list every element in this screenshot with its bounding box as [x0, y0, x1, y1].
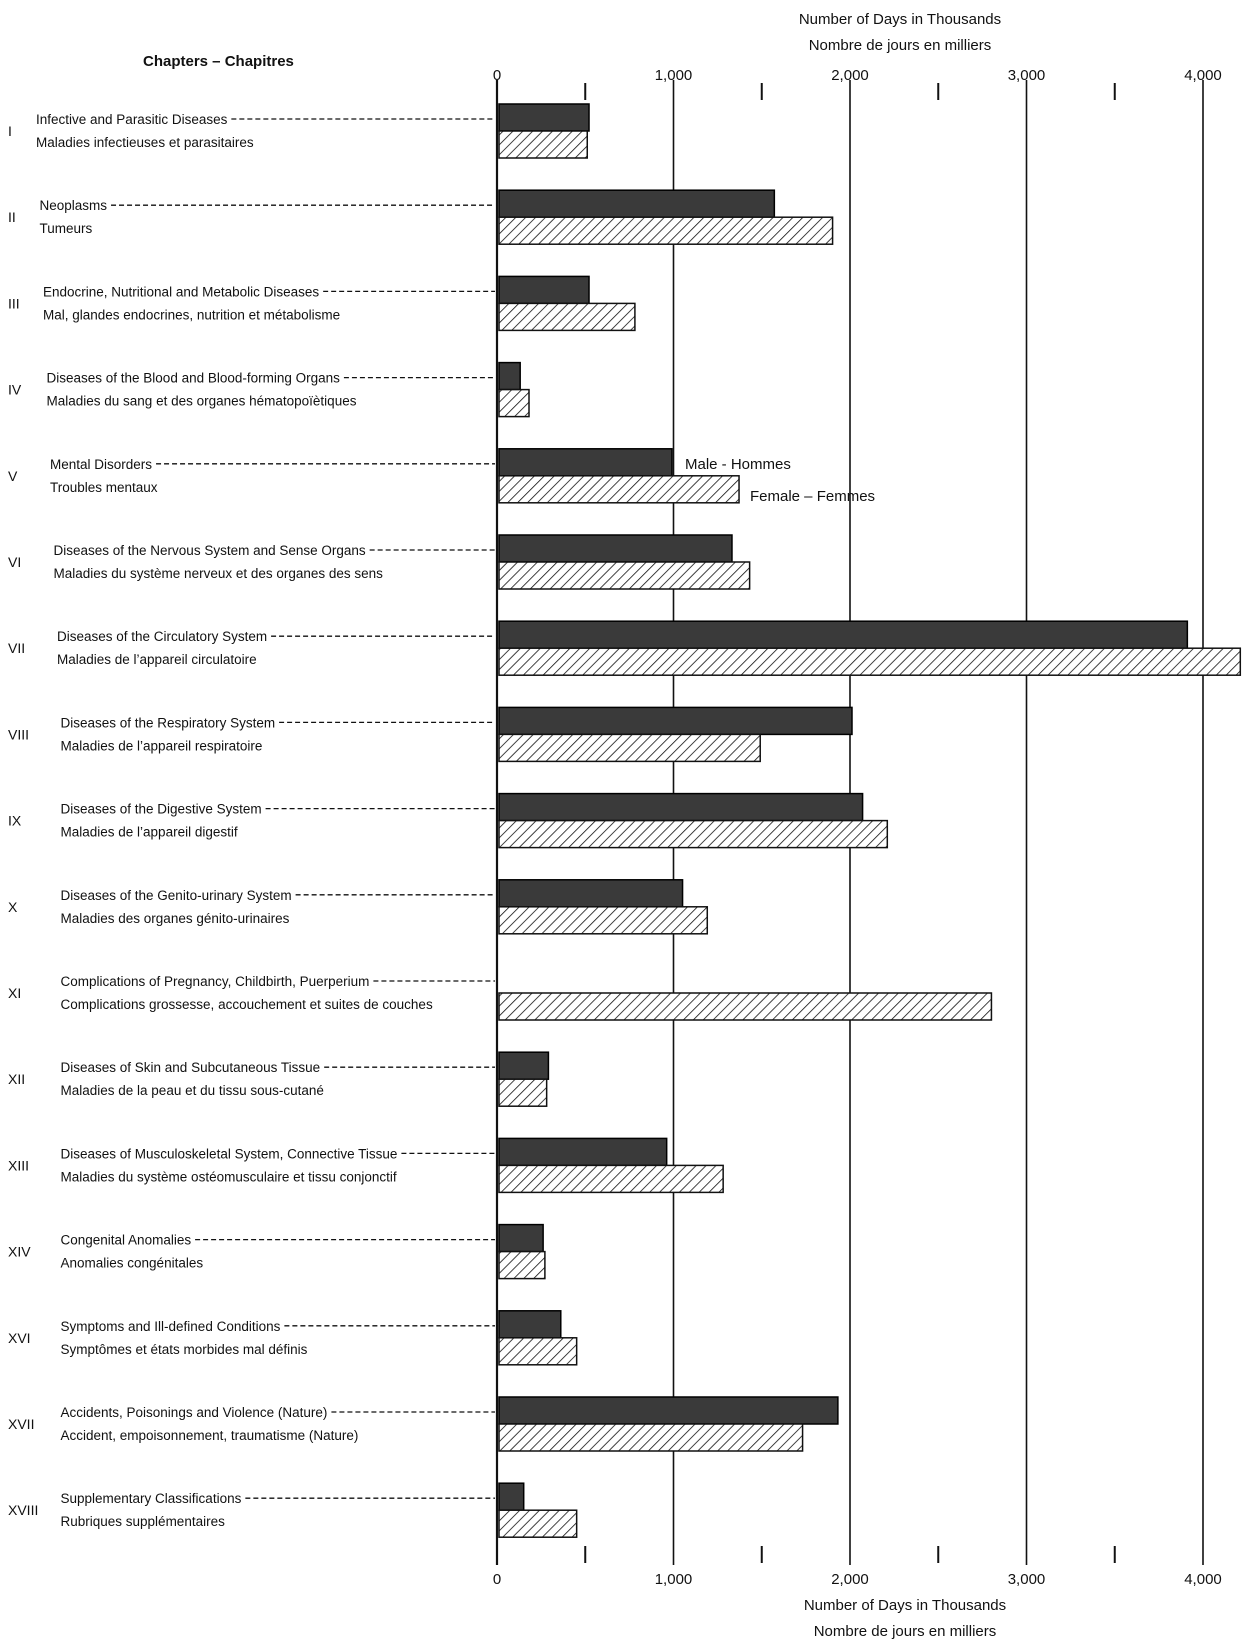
- bar-male: [499, 794, 863, 821]
- chapter-number: XVIII: [8, 1502, 39, 1519]
- tick-label-top: 1,000: [654, 67, 693, 84]
- category-label-fr: Maladies de l’appareil respiratoire: [60, 738, 263, 754]
- bar-male: [499, 1052, 548, 1079]
- bar-male: [499, 1225, 543, 1252]
- chapter-number: III: [8, 295, 20, 312]
- category-label-en: Complications of Pregnancy, Childbirth, Puerperium: [60, 974, 370, 989]
- bar-female: [499, 1252, 545, 1279]
- category-label-fr: Mal, glandes endocrines, nutrition et métabolisme: [43, 307, 341, 323]
- category-label-fr: Anomalies congénitales: [60, 1255, 204, 1271]
- tick-label-bottom: 0: [492, 1571, 502, 1588]
- bar-female: [499, 821, 887, 848]
- bar-male: [499, 363, 520, 390]
- category-label-en: Diseases of the Genito-urinary System: [60, 887, 292, 903]
- bar-male: [499, 1397, 838, 1424]
- bar-female: [499, 1424, 803, 1451]
- category-label-en: Diseases of Musculoskeletal System, Connective Tissue: [60, 1146, 398, 1162]
- bar-male: [499, 1138, 667, 1165]
- category-label-fr: Maladies de l’appareil digestif: [60, 824, 238, 840]
- category-label-en: Diseases of the Respiratory System: [60, 715, 276, 731]
- chapter-number: IV: [8, 381, 22, 398]
- chapter-number: II: [8, 209, 16, 226]
- bar-female: [499, 1165, 723, 1192]
- bar-female: [499, 303, 635, 330]
- chapter-number: V: [8, 467, 18, 484]
- chapter-number: X: [8, 898, 18, 915]
- category-label-fr: Complications grossesse, accouchement et suites de couches: [60, 997, 433, 1012]
- bar-male: [499, 449, 672, 476]
- category-label-fr: Troubles mentaux: [50, 479, 158, 495]
- bar-female: [499, 907, 707, 934]
- category-label-fr: Rubriques supplémentaires: [60, 1514, 225, 1530]
- axis-title-bottom-fr: Nombre de jours en milliers: [813, 1623, 997, 1640]
- tick-label-bottom: 4,000: [1184, 1571, 1222, 1588]
- tick-label-top: 2,000: [831, 67, 869, 84]
- tick-label-bottom: 2,000: [831, 1571, 869, 1588]
- bar-female: [499, 476, 739, 503]
- category-label-en: Diseases of the Nervous System and Sense Organs: [53, 543, 366, 558]
- chapter-number: I: [8, 123, 12, 139]
- category-label-fr: Maladies des organes génito-urinaires: [60, 910, 290, 926]
- category-label-fr: Tumeurs: [39, 221, 93, 237]
- category-label-fr: Maladies infectieuses et parasitaires: [36, 135, 254, 150]
- chapter-number: XIII: [8, 1157, 30, 1174]
- category-label-en: Infective and Parasitic Diseases: [36, 112, 228, 127]
- chapter-number: XVII: [8, 1416, 35, 1432]
- bar-female: [499, 562, 750, 589]
- category-label-en: Endocrine, Nutritional and Metabolic Diseases: [43, 284, 320, 300]
- bar-female: [499, 390, 529, 417]
- bar-male: [499, 535, 732, 562]
- bar-female: [499, 993, 991, 1020]
- category-label-en: Mental Disorders: [50, 456, 153, 472]
- legend-female: Female – Femmes: [750, 488, 876, 505]
- chapter-number: XIV: [8, 1243, 31, 1260]
- category-label-en: Accidents, Poisonings and Violence (Nature): [60, 1405, 328, 1420]
- category-label-en: Symptoms and Ill-defined Conditions: [60, 1318, 281, 1334]
- bar-male: [499, 880, 683, 907]
- category-label-fr: Maladies de l’appareil circulatoire: [57, 652, 257, 668]
- chapter-number: VII: [8, 640, 26, 657]
- chapter-number: XVI: [8, 1329, 31, 1346]
- category-label-en: Diseases of the Blood and Blood-forming Organs: [46, 370, 340, 386]
- tick-label-top: 3,000: [1007, 67, 1046, 84]
- bar-male: [499, 1311, 561, 1338]
- category-label-fr: Maladies du sang et des organes hématopoïètiques: [46, 393, 357, 409]
- category-label-fr: Maladies de la peau et du tissu sous-cutané: [60, 1083, 324, 1099]
- category-label-en: Diseases of the Circulatory System: [57, 629, 268, 645]
- category-label-en: Congenital Anomalies: [60, 1232, 192, 1248]
- category-label-en: Diseases of Skin and Subcutaneous Tissue: [60, 1060, 321, 1076]
- bar-female: [499, 217, 833, 244]
- chapter-number: XI: [8, 985, 22, 1001]
- tick-label-top: 0: [492, 67, 502, 84]
- tick-label-bottom: 3,000: [1007, 1571, 1046, 1588]
- bar-male: [499, 104, 589, 131]
- bar-male: [499, 621, 1187, 648]
- category-labels: [8, 112, 433, 1529]
- bar-female: [499, 1338, 577, 1365]
- category-label-en: Neoplasms: [39, 198, 108, 214]
- category-label-fr: Maladies du système ostéomusculaire et tissu conjonctif: [60, 1169, 397, 1185]
- bar-male: [499, 190, 774, 217]
- chapter-number: IX: [8, 812, 22, 829]
- category-label-en: Diseases of the Digestive System: [60, 801, 262, 817]
- category-label-fr: Maladies du système nerveux et des organes des sens: [53, 566, 383, 581]
- column-heading: Chapters – Chapitres: [143, 53, 294, 70]
- bar-male: [499, 1483, 524, 1510]
- legend-male: Male - Hommes: [685, 456, 791, 473]
- tick-label-top: 4,000: [1184, 67, 1222, 84]
- chapter-number: XII: [8, 1071, 26, 1088]
- bar-female: [499, 648, 1240, 675]
- bar-male: [499, 707, 852, 734]
- chapter-number: VIII: [8, 726, 30, 743]
- bar-female: [499, 1510, 577, 1537]
- bar-female: [499, 734, 760, 761]
- bar-female: [499, 1079, 547, 1106]
- tick-label-bottom: 1,000: [654, 1571, 693, 1588]
- category-label-fr: Accident, empoisonnement, traumatisme (Nature): [60, 1428, 359, 1443]
- axis-title-bottom-en: Number of Days in Thousands: [803, 1597, 1007, 1614]
- chapter-number: VI: [8, 554, 22, 570]
- bar-male: [499, 276, 589, 303]
- bars: [499, 104, 1240, 1537]
- bar-female: [499, 131, 587, 158]
- axis-title-top-fr: Nombre de jours en milliers: [808, 37, 992, 54]
- category-label-en: Supplementary Classifications: [60, 1491, 242, 1507]
- axis-title-top-en: Number of Days in Thousands: [798, 11, 1002, 28]
- category-label-fr: Symptômes et états morbides mal définis: [60, 1341, 308, 1357]
